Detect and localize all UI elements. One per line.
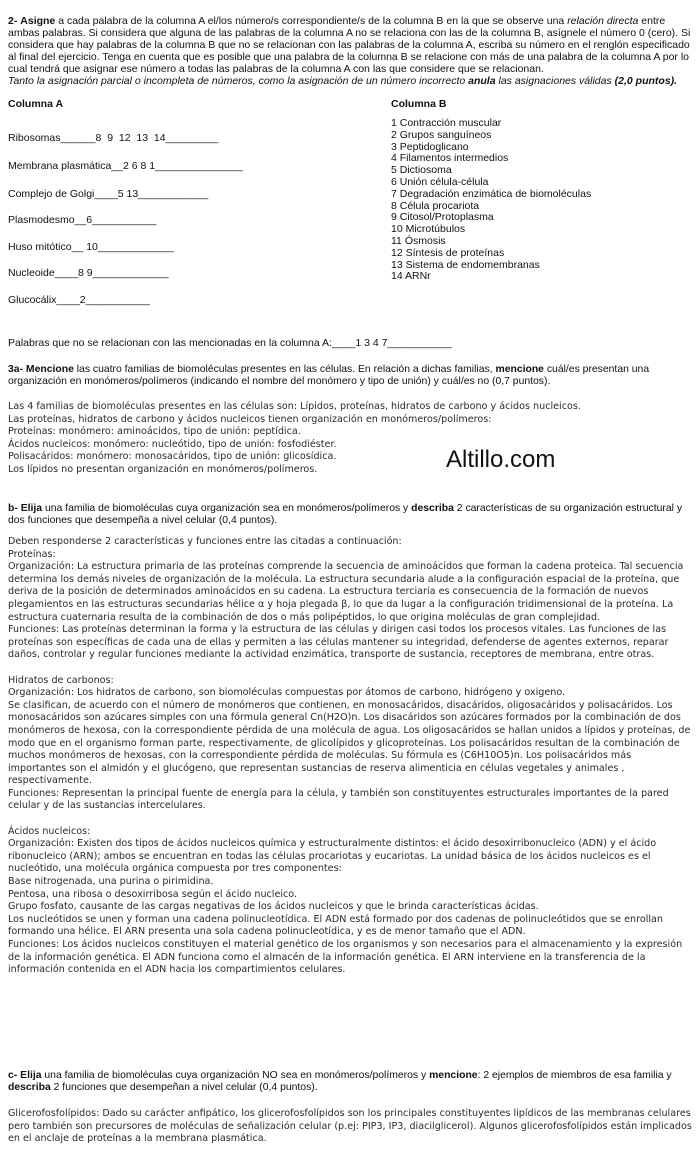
column-a-row: Complejo de Golgi____5 13____________ [8,188,209,200]
answer-line: Proteínas: monómero: aminoácidos, tipo de unión: peptídica. [8,426,301,438]
column-b-item: 14 ARNr [391,270,431,283]
column-b-item: 2 Grupos sanguíneos [391,128,492,141]
q2-italic2: Tanto la asignación parcial o incompleta de números, como la asignación de un número incorrecto [8,74,469,87]
column-b-item: 8 Célula procariota [391,199,480,212]
q2-italic2-end: las asignaciones válidas [495,74,615,87]
q3a-verb2: mencione [495,364,544,375]
column-a-row: Plasmodesmo__6___________ [8,214,157,226]
q3c-answer [8,1108,692,1146]
column-b-item: 10 Microtúbulos [391,223,466,236]
nucleic-acids-functions: Funciones: Los ácidos nucleicos constituyen el material genético de los organismos y son necesarios para el almacenamiento y la expresión de la información genética. El ADN funciona como el almacén de la información genética. El ARN interviene en la transferencia de la información contenida en el ADN hacia los compartimientos celulares. [8,939,683,976]
column-a-row: Membrana plasmática__2 6 8 1_______________ [8,160,243,172]
column-b-item: 4 Filamentos intermedios [391,152,509,165]
column-a-row: Nucleoide____8 9_____________ [8,267,169,279]
proteins-organization: Organización: La estructura primaria de las proteínas comprende la secuencia de aminoácidos que forman la cadena proteica. Tal secuencia determina los demás niveles de organización de la molécula. La estructura secundaria alude a la configuración espacial de la proteína, que deriva de la posición de determinados aminoácidos en su cadena. La estructura terciaria es consecuencia de la formación de nuevos plegamientos en las estructuras secundarias hélice α y hoja plegada β, lo que da lugar a la configuración tridimensional de la proteína. La estructura cuaternaria resulta de la combinación de dos o más polipéptidos, lo que origina moléculas de gran complejidad. [8,561,684,623]
column-b-item: 13 Sistema de endomembranas [391,258,540,271]
answer-line: Ácidos nucleicos: monómero: nucleótido, tipo de unión: fosfodiéster. [8,438,337,450]
column-b-item: 1 Contracción muscular [391,117,502,129]
q3c-text2: : 2 ejemplos de miembros de esa familia y [477,1070,672,1081]
glycerophospholipids-answer: Glicerofosfolípidos: Dado su carácter anfipático, los glicerofosfolípidos son los principales constituyentes lipídicos de las membranas celulares pero también son precursores de moléculas de señalización celular (p.ej: PIP3, IP3, diacilglicerol). Algunos glicerofosfolípidos están implicados en el anclaje de proteínas a la membrana plasmática. [8,1108,692,1145]
carbohydrates-organization: Organización: Los hidratos de carbono, son biomoléculas compuestas por átomos de carbono, hidrógeno y oxigeno. [8,687,566,699]
column-a-row: Ribosomas______8 9 12 13 14_________ [8,132,219,144]
q3c-verb: Elija [20,1070,42,1081]
unrelated-words-line: Palabras que no se relacionan con las mencionadas en la columna A:____1 3 4 7___________ [8,337,452,349]
q2-italic1: relación directa [567,15,639,27]
column-b-item: 12 Síntesis de proteínas [391,246,505,259]
q2-number: 2- [8,15,18,27]
q3b-text1: una familia de biomoléculas cuya organización sea en monómeros/polímeros y [42,503,412,514]
column-b-item: 9 Citosol/Protoplasma [391,211,494,224]
q3b-verb: Elija [20,503,43,514]
q3c-text3: 2 funciones que desempeñan a nivel celular (0,4 puntos). [50,1081,318,1093]
q3c-instructions [8,1070,692,1094]
q3a-verb: Mencione [25,364,74,375]
column-b-item: 6 Unión célula-célula [391,175,489,188]
column-b-list [391,118,591,283]
nucleic-acids-line: Pentosa, una ribosa o desoxirribosa según el ácido nucleico. [8,888,298,900]
nucleic-acids-organization: Organización: Existen dos tipos de ácidos nucleicos química y estructuralmente distintos: el ácido desoxirribonucleico (ADN) y el ácido ribonucleico (ARN); ambos se encuentran en todas las células procariotas y eucariotas. La unidad básica de los ácidos nucleicos es el nucleótido, una molécula orgánica compuesta por tres componentes: [8,838,657,875]
carbohydrates-functions: Funciones: Representan la principal fuente de energía para la célula, y también son constituyentes estructurales importantes de la pared celular y de las sustancias intercelulares. [8,787,669,812]
answer-line: Deben responderse 2 características y funciones entre las citadas a continuación: [8,536,402,547]
q3a-number: 3a- [8,364,24,375]
answer-line: Las proteínas, hidratos de carbono y ácidos nucleicos tienen organización en monómeros/polímeros: [8,413,492,425]
q3b-instructions [8,503,692,527]
q2-instructions [8,16,692,87]
column-a-row: Glucocálix____2___________ [8,294,150,306]
answer-line: Proteínas: [8,548,56,560]
q2-text2: entre ambas palabras. Si considera que alguna de las palabras de la columna A no se relaciona con las de la columna B, asígnele el número 0 (cero). Si considera que hay palabras de la columna B que no se relacionan con las palabras de la columna A, escriba su número en el renglón especificado al final del ejercicio. Tenga en cuenta que es posible que una palabra de la columna B se relacione con más de una palabra de la columna A por lo cual tendrá que asignar ese número a todas las palabras de la columna A con las que considere que se relacionan. [8,15,691,75]
q2-points: (2,0 puntos). [614,74,678,87]
q3c-verb2: mencione [429,1070,478,1081]
column-b-item: 5 Dictiosoma [391,164,452,177]
q3b-verb2: describa [411,503,454,514]
nucleic-acids-title: Ácidos nucleicos: [8,825,91,837]
column-b-item: 11 Ósmosis [391,234,446,247]
q3b-answer [8,536,692,977]
q3c-text1: una familia de biomoléculas cuya organización NO sea en monómeros/polímeros y [41,1070,430,1081]
q3a-text2: cuál/es presentan una organización en monómeros/polímeros (indicando el nombre del monómero y tipo de unión) y cuál/es no (0,7 puntos). [8,364,650,387]
q3b-text2: 2 características de su organización estructural y dos funciones que desempeña a nivel celular (0,4 puntos). [8,503,683,526]
q2-verb: Asigne [20,15,56,27]
q2-text1: a cada palabra de la columna A el/los número/s correspondiente/s de la columna B en la que se observe una [55,15,568,27]
carbohydrates-classification: Se clasifican, de acuerdo con el número de monómeros que contienen, en monosacáridos, disacáridos, oligosacáridos y polisacáridos. Los monosacáridos son azúcares simples con una fórmula general Cn(H2O)n. Los disacáridos son azúcares formados por la combinación de dos monómeros de hexosa, con la correspondiente pérdida de una molécula de agua. Los oligosacáridos se hallan unidos a lípidos y proteínas, de modo que en el organismo forman parte, respectivamente, de glicolípidos y glicoproteínas. Los polisacáridos resultan de la combinación de muchos monómeros de hexosas, con la correspondiente pérdida de moléculas. Su fórmula es (C6H10O5)n. Los polisacáridos más importantes son el almidón y el glucógeno, que representan sustancias de reserva alimenticia en células vegetales y animales , respectivamente. [8,699,691,787]
q3b-number: b- [8,503,18,514]
nucleic-acids-line: Grupo fosfato, causante de las cargas negativas de los ácidos nucleicos y que le brinda características ácidas. [8,901,539,913]
answer-line: Los lípidos no presentan organización en monómeros/polímeros. [8,463,318,475]
column-b-item: 3 Peptidoglicano [391,140,469,153]
watermark-altillo: Altillo.com [446,446,556,473]
q3c-number: c- [8,1070,18,1081]
q3a-text1: las cuatro familias de biomoléculas presentes en las células. En relación a dichas familias, [73,364,496,375]
answer-line: Las 4 familias de biomoléculas presentes en las células son: Lípidos, proteínas, hidratos de carbono y ácidos nucleicos. [8,401,581,412]
q3a-instructions [8,364,692,388]
column-b-item: 7 Degradación enzimática de biomoléculas [391,187,592,200]
q3c-verb3: describa [8,1081,51,1093]
nucleic-acids-line: Base nitrogenada, una purina o pirimidina. [8,876,214,888]
answer-line: Polisacáridos: monómero: monosacáridos, tipo de unión: glicosídica. [8,451,337,463]
column-b-title: Columna B [391,98,447,110]
proteins-functions: Funciones: Las proteínas determinan la forma y la estructura de las células y dirigen casi todos los procesos vitales. Las funciones de las proteínas son específicas de cada una de ellas y permiten a las células mantener su integridad, defenderse de agentes externos, reparar daños, controlar y regular funciones mediante la actividad enzimática, transporte de sustancia, receptores de membrana, entre otras. [8,624,669,661]
column-a-row: Huso mitótico__ 10_____________ [8,241,174,253]
column-a-title: Columna A [8,98,64,110]
nucleic-acids-line: Los nucleótidos se unen y forman una cadena polinucleotídica. El ADN está formado por dos cadenas de polinucleótidos que se enrollan formando una hélice. El ARN presenta una sola cadena polinucleotídica, y es de menor tamaño que el ADN. [8,913,663,938]
carbohydrates-title: Hidratos de carbonos: [8,674,114,686]
q2-italic2-bold: anula [468,74,496,87]
